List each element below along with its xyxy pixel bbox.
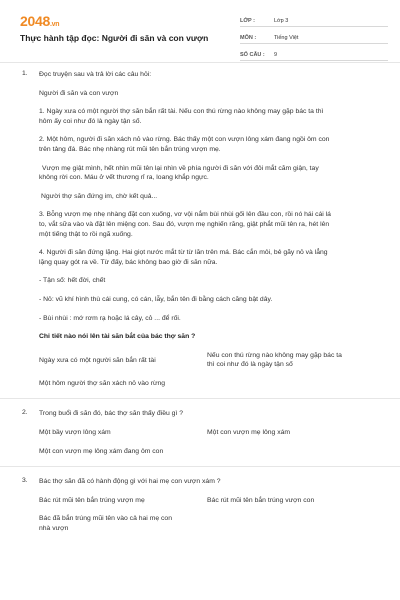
option-text: Bác rút mũi tên bắn trúng vượn con — [207, 496, 315, 504]
sub-question: Chi tiết nào nói lên tài săn bắt của bác thợ săn ? — [39, 333, 196, 341]
meta-value: Tiếng Việt — [274, 35, 299, 41]
worksheet-content — [0, 70, 400, 534]
answer-options — [39, 428, 375, 456]
logo-suffix: .vn — [49, 21, 60, 28]
option-text: nhà vượn — [39, 525, 69, 533]
option-text: Bác đã bắn trúng mũi tên vào cả hai mẹ con — [39, 515, 172, 523]
question-divider — [0, 398, 400, 399]
answer-option-a[interactable] — [39, 496, 207, 506]
option-text: Một con vượn mẹ lông xám đang ôm con — [39, 447, 164, 455]
option-text: Ngày xưa có một người săn bắn rất tài — [39, 356, 156, 364]
question-number: 2. — [22, 409, 28, 417]
answer-option-c[interactable] — [39, 514, 207, 533]
story-paragraph: Vượn mẹ giật mình, hết nhìn mũi tên lại nhìn về phía người đi săn với đôi mắt căm giận, tay — [42, 164, 319, 172]
meta-row-subject — [240, 29, 388, 44]
worksheet-header — [0, 0, 400, 63]
story-paragraph: lặng quay gót ra về. Từ đấy, bác không bao giờ đi săn nữa. — [39, 258, 218, 266]
meta-row-count — [240, 46, 388, 61]
story-paragraph: một tiếng thật to rồi ngã xuống. — [39, 230, 133, 238]
meta-key: MÔN : — [240, 35, 257, 41]
story-paragraph: 1. Ngày xưa có một người thợ săn bắn rất tài. Nếu con thú rừng nào không may gặp bác ta thì — [39, 108, 324, 116]
option-text: Bác rút mũi tên bắn trúng vượn mẹ — [39, 496, 145, 504]
option-text: Một hôm người thợ săn xách nỏ vào rừng — [39, 379, 166, 387]
answer-options — [39, 351, 375, 389]
answer-option-b[interactable] — [207, 496, 375, 506]
option-text: Một con vượn mẹ lông xám — [207, 429, 291, 437]
story-paragraph: 4. Người đi săn đứng lặng. Hai giọt nước mắt từ từ lăn trên má. Bác cắn môi, bẻ gãy nỏ và lẳng — [39, 249, 328, 257]
answer-option-a[interactable] — [39, 351, 207, 370]
site-logo[interactable] — [20, 13, 59, 29]
story-paragraph: hôm ấy coi như đó là ngày tận số. — [39, 117, 142, 125]
answer-option-a[interactable] — [39, 428, 207, 438]
worksheet-meta — [240, 12, 388, 63]
option-text: Một bầy vượn lông xám — [39, 429, 111, 437]
answer-option-c[interactable] — [39, 447, 207, 457]
question-text: Bác thợ săn đã có hành động gì với hai mẹ con vượn xám ? — [39, 478, 221, 486]
worksheet-title: Thực hành tập đọc: Người đi săn và con vượn — [20, 33, 209, 43]
question-text: Trong buổi đi săn đó, bác thợ săn thấy điều gì ? — [39, 410, 184, 418]
story-paragraph: không rời con. Máu ở vết thương rỉ ra, loang khắp ngực. — [39, 174, 209, 182]
story-title: Người đi săn và con vượn — [39, 89, 119, 97]
story-paragraph: Người thợ săn đứng im, chờ kết quả... — [41, 192, 158, 200]
meta-row-grade — [240, 12, 388, 27]
question-2 — [0, 409, 400, 456]
meta-value: Lớp 3 — [274, 18, 289, 24]
meta-value: 9 — [274, 52, 278, 58]
story-paragraph: to, vắt sữa vào và đặt lên miệng con. Sau đó, vượn mẹ nghiến răng, giật phắt mũi tên ra, hét lên — [39, 220, 330, 228]
answer-option-b[interactable] — [207, 351, 375, 370]
logo-text: 2048 — [20, 13, 50, 29]
story-paragraph: 3. Bỗng vượn mẹ nhẹ nhàng đặt con xuống, vơ vội nắm bùi nhùi gối lên đầu con, rồi nó hái cái lá — [39, 211, 331, 219]
glossary-item: - Bùi nhùi : mớ rơm rạ hoặc lá cây, cỏ ... để rối. — [39, 314, 181, 322]
question-body — [39, 477, 375, 533]
meta-key: SỐ CÂU : — [240, 52, 265, 58]
story-paragraph: 2. Một hôm, người đi săn xách nỏ vào rừng. Bác thấy một con vượn lông xám đang ngồi ôm con — [39, 136, 330, 144]
glossary-item: - Nỏ: vũ khí hình thù cái cung, có cán, lẫy, bắn tên đi bằng cách căng bật dây. — [39, 295, 273, 303]
question-number: 1. — [22, 70, 28, 77]
meta-key: LỚP : — [240, 18, 255, 24]
answer-option-c[interactable] — [39, 379, 207, 389]
question-1 — [0, 70, 400, 388]
question-number: 3. — [22, 477, 28, 485]
story-paragraph: trên tảng đá. Bác nhẹ nhàng rút mũi tên bắn trúng vượn mẹ. — [39, 145, 221, 153]
option-text: thì coi như đó là ngày tận số — [207, 361, 293, 369]
answer-option-b[interactable] — [207, 428, 375, 438]
question-prompt: Đọc truyện sau và trả lời các câu hỏi: — [39, 71, 152, 78]
answer-options — [39, 496, 375, 534]
option-text: Nếu con thú rừng nào không may gặp bác ta — [207, 351, 342, 359]
glossary-item: - Tận số: hết đời, chết — [39, 277, 106, 285]
question-divider — [0, 466, 400, 467]
question-3 — [0, 477, 400, 533]
question-body — [39, 409, 375, 456]
question-body — [39, 70, 375, 388]
